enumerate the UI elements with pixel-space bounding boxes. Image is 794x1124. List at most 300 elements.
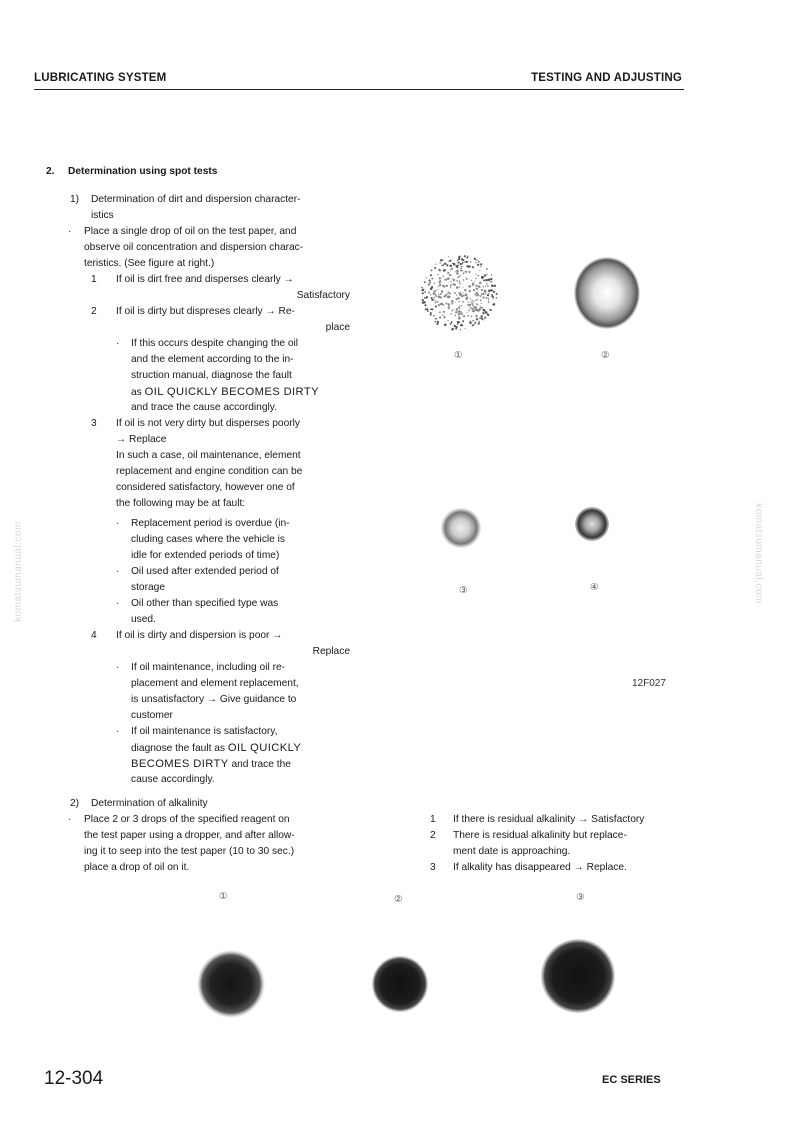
speckle-dot — [466, 312, 467, 313]
alkalinity-spot-1 — [197, 950, 265, 1018]
speckle-dot — [448, 256, 449, 257]
alkalinity-label-2: ② — [394, 894, 403, 905]
item3-bullet1-line1: Replacement period is overdue (in- — [131, 518, 290, 529]
item3-number: 3 — [91, 418, 97, 429]
speckle-dot — [478, 310, 480, 312]
speckle-dot — [435, 294, 437, 296]
speckle-dot — [454, 309, 455, 310]
speckle-dot — [472, 305, 474, 307]
speckle-dot — [479, 270, 480, 271]
speckle-dot — [486, 297, 487, 298]
speckle-dot — [450, 285, 452, 287]
speckle-dot — [455, 293, 456, 294]
speckle-dot — [482, 296, 484, 298]
speckle-dot — [440, 284, 441, 285]
item4-bullet2-fault-name-part2: BECOMES DIRTY — [131, 758, 229, 770]
speckle-dot — [475, 306, 477, 308]
speckle-dot — [475, 273, 476, 274]
speckle-dot — [485, 286, 486, 287]
speckle-dot — [421, 290, 422, 291]
speckle-dot — [435, 290, 436, 291]
item4-bullet2-line2-lead: diagnose the fault as — [131, 743, 228, 754]
speckle-dot — [451, 302, 453, 304]
speckle-dot — [472, 311, 473, 312]
speckle-dot — [476, 318, 478, 320]
speckle-dot — [466, 296, 468, 298]
speckle-dot — [486, 283, 487, 284]
speckle-dot — [457, 297, 459, 299]
speckle-dot — [431, 297, 433, 299]
speckle-dot — [488, 301, 489, 302]
speckle-dot — [493, 297, 495, 299]
speckle-dot — [424, 297, 426, 299]
speckle-dot — [438, 281, 440, 283]
speckle-dot — [460, 268, 462, 270]
speckle-dot — [462, 262, 463, 263]
speckle-dot — [476, 315, 478, 317]
speckle-dot — [465, 328, 466, 329]
speckle-dot — [481, 289, 483, 291]
speckle-dot — [472, 266, 474, 268]
bullet-glyph: · — [116, 598, 120, 609]
speckle-dot — [490, 278, 492, 280]
speckle-dot — [488, 299, 489, 300]
speckle-dot — [478, 323, 480, 325]
speckle-dot — [483, 309, 486, 312]
speckle-dot — [442, 304, 444, 306]
speckle-dot — [421, 287, 422, 288]
speckle-dot — [466, 265, 468, 267]
speckle-dot — [487, 274, 488, 275]
speckle-dot — [475, 285, 477, 287]
item4-line1: If oil is dirty and dispersion is poor → — [116, 630, 283, 641]
speckle-dot — [455, 302, 456, 303]
speckle-dot — [478, 261, 480, 263]
speckle-dot — [433, 293, 435, 295]
speckle-dot — [465, 257, 466, 258]
speckle-dot — [440, 277, 441, 278]
alkalinity-label-1: ① — [219, 891, 228, 902]
speckle-dot — [455, 298, 456, 299]
speckle-dot — [437, 289, 438, 290]
speckle-dot — [485, 292, 487, 294]
item3-para-line3: considered satisfactory, however one of — [116, 482, 295, 493]
watermark-left: komatsumanual.com — [12, 521, 24, 622]
speckle-dot — [464, 261, 465, 262]
bullet-glyph: · — [116, 726, 120, 737]
page-number: 12-304 — [44, 1068, 104, 1089]
speckle-dot — [425, 308, 427, 310]
item2-sub-line5: and trace the cause accordingly. — [131, 402, 277, 413]
figure-label-3: ③ — [459, 585, 468, 596]
speckle-dot — [482, 319, 483, 320]
item4-bullet1-line3: is unsatisfactory → Give guidance to — [131, 694, 297, 705]
speckle-dot — [441, 297, 442, 298]
speckle-dot — [458, 256, 460, 258]
speckle-dot — [474, 281, 475, 282]
speckle-dot — [428, 284, 430, 286]
speckle-dot — [450, 313, 451, 314]
speckle-dot — [430, 313, 432, 315]
speckle-dot — [434, 267, 436, 269]
speckle-dot — [427, 310, 429, 312]
speckle-dot — [437, 321, 439, 323]
speckle-dot — [448, 261, 449, 262]
speckle-dot — [439, 262, 440, 263]
item2-sub-line2: and the element according to the in- — [131, 354, 294, 365]
speckle-dot — [433, 315, 434, 316]
item2-line1: If oil is dirty but dispreses clearly → Re- — [116, 306, 295, 317]
item2-line2: place — [325, 322, 350, 333]
speckle-dot — [460, 329, 461, 330]
speckle-dot — [478, 304, 479, 305]
part1-intro-line3: teristics. (See figure at right.) — [84, 258, 215, 269]
speckle-dot — [444, 324, 447, 327]
speckle-dot — [424, 291, 426, 293]
speckle-dot — [437, 274, 438, 275]
item4-bullet2-fault-name-part1: OIL QUICKLY — [227, 742, 302, 754]
speckle-dot — [492, 295, 494, 297]
speckle-dot — [496, 293, 498, 295]
speckle-dot — [470, 261, 471, 262]
speckle-dot — [483, 286, 484, 287]
speckle-dot — [488, 298, 489, 299]
speckle-dot — [434, 283, 435, 284]
speckle-dot — [453, 283, 455, 285]
item3-bullet3-line2: used. — [131, 614, 156, 625]
speckle-dot — [448, 307, 450, 309]
speckle-dot — [473, 284, 474, 285]
speckle-dot — [448, 320, 449, 321]
speckle-dot — [480, 295, 481, 296]
speckle-dot — [458, 261, 460, 263]
speckle-dot — [468, 271, 470, 273]
speckle-dot — [451, 321, 453, 323]
speckle-dot — [470, 321, 471, 322]
part2-line3: ing it to seep into the test paper (10 to 30 sec.) — [84, 846, 295, 857]
speckle-dot — [444, 263, 446, 265]
speckle-dot — [447, 291, 449, 293]
section-title: Determination using spot tests — [68, 166, 218, 177]
speckle-dot — [475, 278, 476, 279]
speckle-dot — [475, 262, 476, 263]
item4-bullet2-line1: If oil maintenance is satisfactory, — [131, 726, 278, 737]
speckle-dot — [456, 308, 459, 311]
spot-2-dirty — [574, 257, 640, 329]
spot-1-dispersed — [421, 255, 498, 330]
speckle-dot — [487, 285, 489, 287]
item1-line2: Satisfactory — [296, 290, 350, 301]
speckle-dot — [423, 301, 425, 303]
speckle-dot — [442, 264, 444, 266]
speckle-dot — [460, 292, 462, 294]
speckle-dot — [429, 282, 431, 284]
result2-line2: ment date is approaching. — [453, 846, 571, 857]
header-chapter-title: TESTING AND ADJUSTING — [531, 72, 682, 84]
item3-para-line1: In such a case, oil maintenance, element — [116, 450, 301, 461]
item3-bullet1-line3: idle for extended periods of time) — [131, 550, 280, 561]
speckle-dot — [440, 259, 442, 261]
speckle-dot — [449, 274, 451, 276]
speckle-dot — [424, 281, 426, 283]
part1-intro-line2: observe oil concentration and dispersion charac- — [84, 242, 304, 253]
speckle-dot — [492, 304, 493, 305]
section-number: 2. — [46, 166, 55, 177]
speckle-dot — [463, 292, 464, 293]
speckle-dot — [477, 264, 479, 266]
item2-sub-line3: struction manual, diagnose the fault — [131, 370, 292, 381]
speckle-dot — [451, 300, 453, 302]
speckle-dot — [449, 265, 451, 267]
speckle-dot — [450, 281, 451, 282]
speckle-dot — [487, 314, 489, 316]
speckle-dot — [451, 328, 454, 331]
speckle-dot — [491, 274, 492, 275]
speckle-dot — [440, 293, 442, 295]
speckle-dot — [422, 300, 424, 302]
speckle-dot — [484, 274, 486, 276]
speckle-dot — [460, 311, 462, 313]
speckle-dot — [460, 324, 462, 326]
speckle-dot — [426, 277, 427, 278]
speckle-dot — [483, 293, 485, 295]
speckle-dot — [430, 308, 432, 310]
speckle-dot — [489, 289, 491, 291]
item4-number: 4 — [91, 630, 97, 641]
speckle-dot — [468, 309, 470, 311]
part1-title-line2: istics — [91, 210, 114, 221]
speckle-dot — [440, 303, 442, 305]
item4-bullet1-line2: placement and element replacement, — [131, 678, 299, 689]
speckle-dot — [448, 303, 451, 306]
speckle-dot — [471, 308, 473, 310]
speckle-dot — [484, 289, 485, 290]
speckle-dot — [438, 294, 439, 295]
speckle-dot — [422, 292, 424, 294]
speckle-dot — [463, 259, 464, 260]
speckle-dot — [436, 264, 437, 265]
item3-para-line2: replacement and engine condition can be — [116, 466, 303, 477]
speckle-dot — [450, 323, 452, 325]
speckle-dot — [470, 302, 471, 303]
speckle-dot — [433, 290, 435, 292]
speckle-dot — [474, 258, 476, 260]
speckle-dot — [478, 290, 479, 291]
speckle-dot — [484, 317, 486, 319]
speckle-dot — [480, 263, 482, 265]
part2-number: 2) — [70, 798, 80, 809]
speckle-dot — [433, 297, 435, 299]
speckle-dot — [438, 296, 441, 299]
result3-line1: If alkality has disappeared → Replace. — [453, 862, 627, 873]
part1-number: 1) — [70, 194, 80, 205]
speckle-dot — [445, 285, 447, 287]
speckle-dot — [469, 290, 471, 292]
speckle-dot — [465, 277, 466, 278]
part2-line1: Place 2 or 3 drops of the specified reagent on — [84, 814, 290, 825]
speckle-dot — [473, 289, 475, 291]
speckle-dot — [457, 321, 459, 323]
speckle-dot — [496, 297, 498, 299]
speckle-dot — [456, 294, 457, 295]
speckle-dot — [488, 279, 491, 282]
speckle-dot — [445, 302, 447, 304]
bullet-glyph: · — [116, 566, 120, 577]
speckle-dot — [475, 309, 477, 311]
speckle-dot — [480, 306, 482, 308]
speckle-dot — [470, 298, 471, 299]
speckle-dot — [430, 312, 432, 314]
speckle-dot — [481, 307, 482, 308]
speckle-dot — [467, 256, 468, 257]
item4-bullet1-line1: If oil maintenance, including oil re- — [131, 662, 286, 673]
speckle-dot — [442, 315, 443, 316]
figure-label-1: ① — [454, 350, 463, 361]
speckle-dot — [461, 270, 463, 272]
alkalinity-spot-3 — [541, 939, 615, 1013]
bullet-glyph: · — [68, 226, 72, 237]
speckle-dot — [428, 292, 429, 293]
speckle-dot — [480, 266, 481, 267]
speckle-dot — [462, 320, 464, 322]
speckle-dot — [435, 302, 437, 304]
speckle-dot — [479, 282, 482, 285]
speckle-dot — [456, 270, 458, 272]
result1-line1: If there is residual alkalinity → Satisfactory — [453, 814, 645, 825]
spot-3-poor-dispersion — [441, 508, 481, 548]
part2-title: Determination of alkalinity — [91, 798, 208, 809]
speckle-dot — [424, 304, 426, 306]
speckle-dot — [430, 294, 431, 295]
figure-label-2: ② — [601, 350, 610, 361]
speckle-dot — [462, 314, 463, 315]
speckle-dot — [473, 301, 474, 302]
speckle-dot — [436, 323, 438, 325]
speckle-dot — [441, 265, 442, 266]
speckle-dot — [487, 294, 489, 296]
speckle-dot — [435, 305, 437, 307]
speckle-dot — [476, 295, 477, 296]
speckle-dot — [455, 271, 456, 272]
speckle-dot — [459, 317, 460, 318]
speckle-dot — [459, 282, 461, 284]
speckle-dot — [471, 316, 473, 318]
part1-intro-line1: Place a single drop of oil on the test paper, and — [84, 226, 297, 237]
speckle-dot — [456, 272, 459, 275]
speckle-dot — [450, 269, 452, 271]
speckle-dot — [467, 315, 469, 317]
speckle-dot — [488, 293, 489, 294]
speckle-dot — [470, 307, 472, 309]
footer-series: EC SERIES — [602, 1074, 661, 1086]
speckle-dot — [476, 303, 478, 305]
speckle-dot — [461, 305, 462, 306]
speckle-dot — [458, 286, 460, 288]
speckle-dot — [460, 293, 462, 295]
item1-number: 1 — [91, 274, 97, 285]
speckle-dot — [453, 279, 455, 281]
speckle-dot — [450, 287, 451, 288]
figure-code: 12F027 — [632, 678, 666, 689]
speckle-dot — [467, 304, 469, 306]
speckle-dot — [443, 285, 445, 287]
speckle-dot — [438, 304, 440, 306]
speckle-dot — [447, 277, 450, 280]
speckle-dot — [442, 260, 443, 261]
speckle-dot — [466, 261, 468, 263]
speckle-dot — [462, 272, 464, 274]
speckle-dot — [463, 279, 465, 281]
part1-title-line1: Determination of dirt and dispersion character- — [91, 194, 301, 205]
speckle-dot — [426, 296, 428, 298]
speckle-dot — [469, 285, 471, 287]
speckle-dot — [467, 278, 468, 279]
item2-number: 2 — [91, 306, 97, 317]
item1-line1: If oil is dirt free and disperses clearly → — [116, 274, 294, 285]
speckle-dot — [471, 303, 473, 305]
speckle-dot — [435, 321, 437, 323]
speckle-dot — [460, 270, 461, 271]
speckle-dot — [449, 293, 450, 294]
speckle-dot — [476, 259, 477, 260]
speckle-dot — [462, 295, 463, 296]
speckle-dot — [479, 318, 481, 320]
speckle-dot — [465, 271, 467, 273]
item3-para-line4: the following may be at fault: — [116, 498, 246, 509]
figure-label-4: ④ — [590, 582, 599, 593]
item3-bullet1-line2: cluding cases where the vehicle is — [131, 534, 286, 545]
speckle-dot — [472, 324, 474, 326]
speckle-dot — [457, 276, 459, 278]
speckle-dot — [481, 293, 483, 295]
speckle-dot — [455, 311, 457, 313]
speckle-dot — [493, 291, 495, 293]
speckle-dot — [493, 286, 494, 287]
speckle-dot — [451, 310, 453, 312]
speckle-dot — [468, 305, 469, 306]
speckle-dot — [480, 300, 482, 302]
speckle-dot — [462, 301, 463, 302]
speckle-dot — [431, 270, 433, 272]
speckle-dot — [453, 263, 456, 266]
part2-line2: the test paper using a dropper, and after allow- — [84, 830, 295, 841]
speckle-dot — [460, 266, 462, 268]
speckle-dot — [456, 286, 458, 288]
item3-bullet3-line1: Oil other than specified type was — [131, 598, 279, 609]
item4-bullet2-line4: cause accordingly. — [131, 774, 215, 785]
speckle-dot — [443, 311, 445, 313]
speckle-dot — [422, 289, 425, 292]
speckle-dot — [471, 300, 473, 302]
speckle-dot — [430, 274, 432, 276]
speckle-dot — [429, 279, 431, 281]
alkalinity-spot-2 — [372, 956, 428, 1012]
speckle-dot — [439, 316, 441, 318]
speckle-dot — [480, 315, 482, 317]
speckle-dot — [435, 318, 437, 320]
speckle-dot — [447, 272, 449, 274]
item4-line2: Replace — [312, 646, 350, 657]
bullet-glyph: · — [116, 338, 120, 349]
speckle-dot — [455, 265, 458, 268]
speckle-dot — [442, 275, 443, 276]
speckle-dot — [460, 283, 461, 284]
speckle-dot — [474, 300, 475, 301]
speckle-dot — [472, 320, 473, 321]
speckle-dot — [448, 296, 451, 299]
speckle-dot — [451, 278, 452, 279]
speckle-dot — [449, 260, 451, 262]
